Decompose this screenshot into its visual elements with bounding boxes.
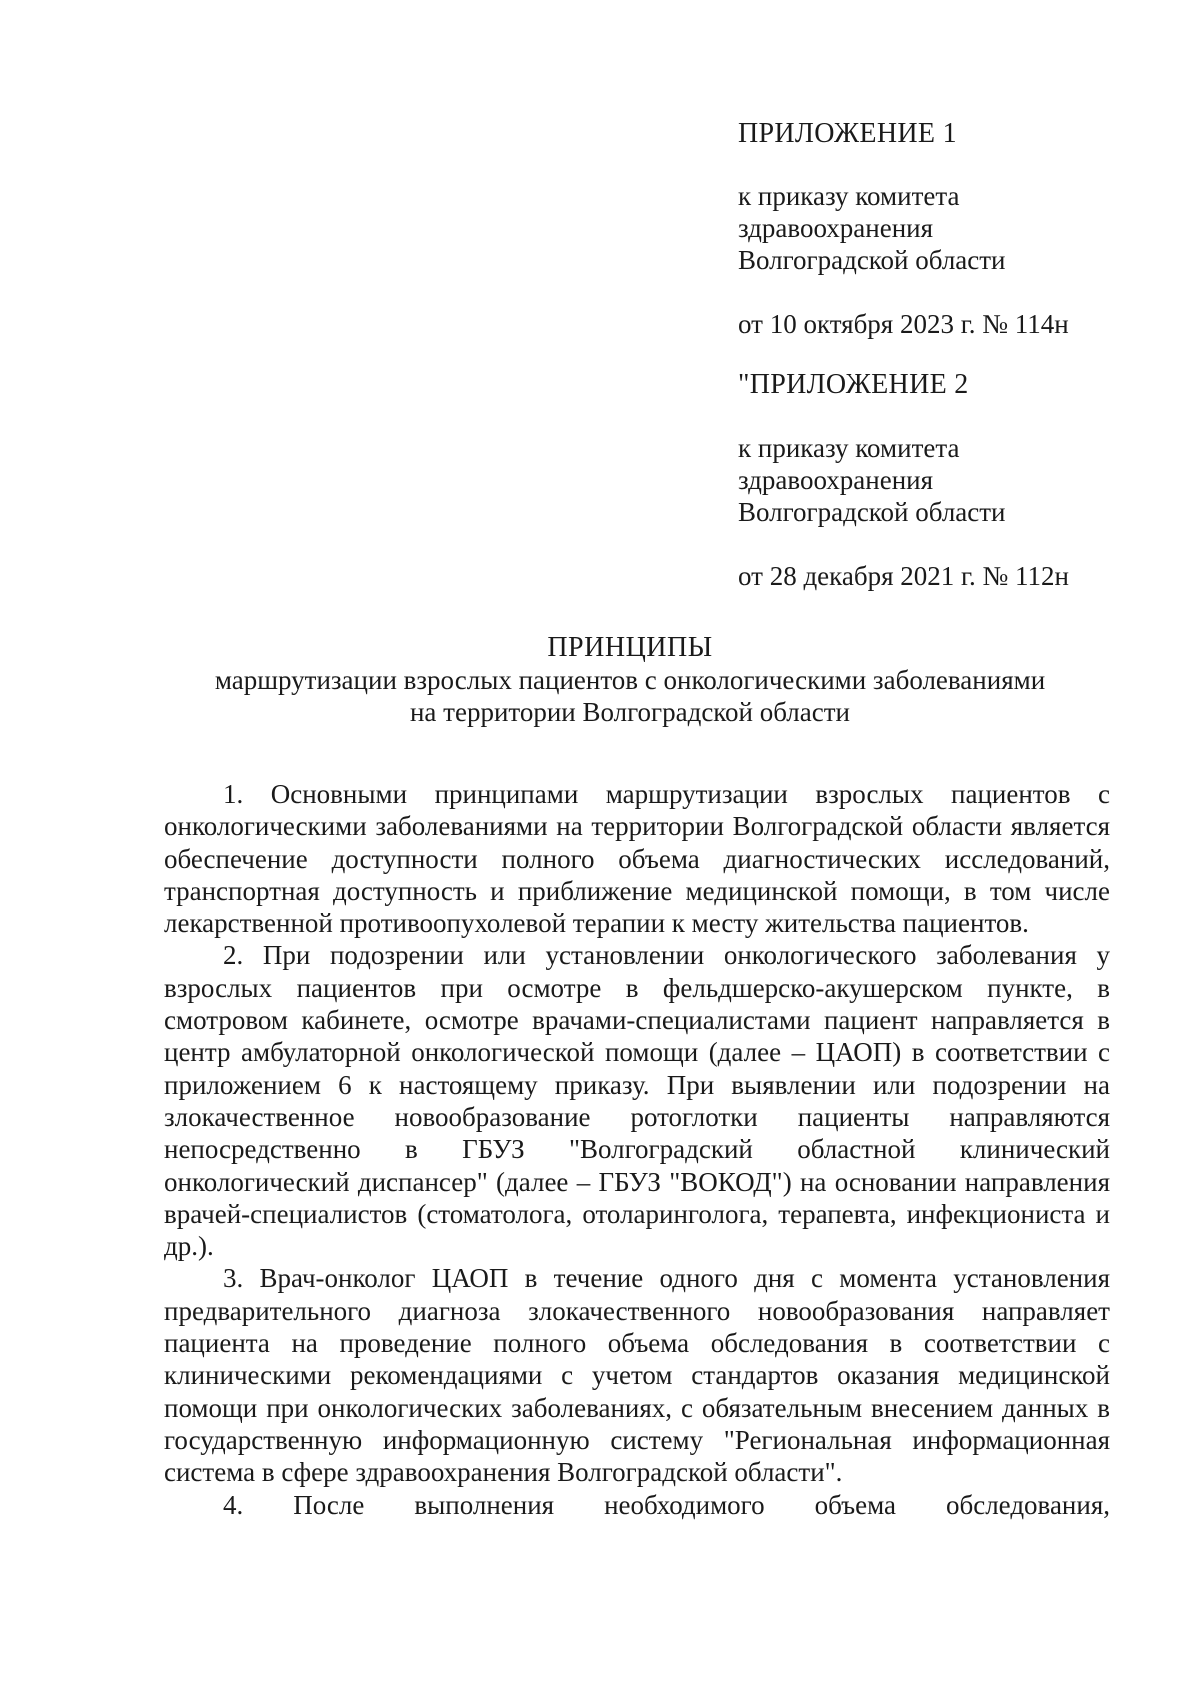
annex1-order-reference xyxy=(738,180,1138,276)
annex2-order-reference xyxy=(738,432,1138,528)
annex2-line: к приказу комитета xyxy=(738,433,960,463)
annex2-heading: "ПРИЛОЖЕНИЕ 2 xyxy=(738,369,969,400)
title-subtitle-line: маршрутизации взрослых пациентов с онкологическими заболеваниями xyxy=(214,665,1046,695)
annex2-line: Волгоградской области xyxy=(738,497,1006,527)
annex2-date-number: от 28 декабря 2021 г. № 112н xyxy=(738,561,1070,591)
paragraph-4: 4. После выполнения необходимого объема обследования, xyxy=(223,1489,1110,1520)
paragraph-3: 3. Врач-онколог ЦАОП в течение одного дня с момента установления предварительного диагноза злокачественного новообразования направляет пациента на проведение полного объема обследования в соответствии с клиническими рекомендациями с учетом стандартов оказания медицинской помощи при онкологических заболеваниях, с обязательным внесением данных в государственную информационную систему "Региональная информационная система в сфере здравоохранения Волгоградской области". xyxy=(164,1263,1110,1488)
annex1-line: к приказу комитета xyxy=(738,181,960,211)
title-subtitle-line: на территории Волгоградской области xyxy=(409,697,850,727)
paragraph-1: 1. Основными принципами маршрутизации взрослых пациентов с онкологическими заболеваниями на территории Волгоградской области является обеспечение доступности полного объема диагностических исследований, транспортная доступность и приближение медицинской помощи, в том числе лекарственной противоопухолевой терапии к месту жительства пациентов. xyxy=(164,779,1110,939)
annex1-heading: ПРИЛОЖЕНИЕ 1 xyxy=(738,118,957,149)
document-title xyxy=(150,632,1110,728)
paragraph-2: 2. При подозрении или установлении онкологического заболевания у взрослых пациентов при осмотре в фельдшерско-акушерском пункте, в смотровом кабинете, осмотре врачами-специалистами пациент направляется в центр амбулаторной онкологической помощи (далее – ЦАОП) в соответствии с приложением 6 к настоящему приказу. При выявлении или подозрении на злокачественное новообразование ротоглотки пациенты направляются непосредственно в ГБУЗ "Волгоградский областной клинический онкологический диспансер" (далее – ГБУЗ "ВОКОД") на основании направления врачей-специалистов (стоматолога, отоларинголога, терапевта, инфекциониста и др.). xyxy=(164,940,1110,1262)
annex1-date-number: от 10 октября 2023 г. № 114н xyxy=(738,309,1069,339)
title-main: ПРИНЦИПЫ xyxy=(547,632,713,663)
annex2-line: здравоохранения xyxy=(738,465,934,495)
annex1-line: здравоохранения xyxy=(738,213,934,243)
document-body xyxy=(164,778,1110,1521)
annex1-line: Волгоградской области xyxy=(738,245,1006,275)
